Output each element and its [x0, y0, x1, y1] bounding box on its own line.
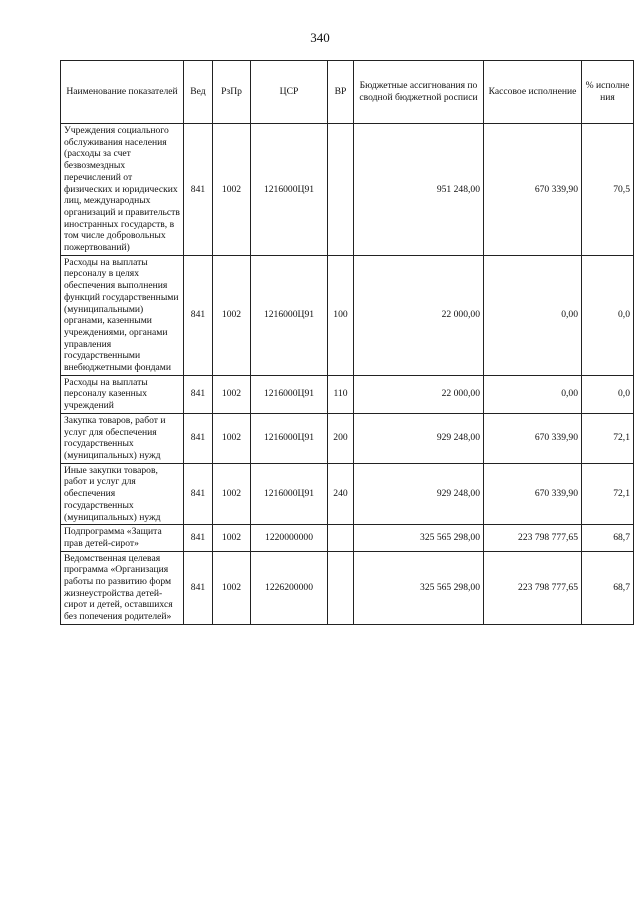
table-row [61, 463, 634, 525]
row-name: Подпрограмма «Защита прав детей-сирот» [61, 525, 184, 551]
row-percent: 68,7 [582, 551, 634, 624]
header-row [61, 61, 634, 124]
row-budget: 325 565 298,00 [354, 551, 484, 624]
row-budget: 325 565 298,00 [354, 525, 484, 551]
row-csr: 1216000Ц91 [251, 124, 328, 256]
row-vr: 200 [328, 413, 354, 463]
row-vr: 240 [328, 463, 354, 525]
row-percent: 0,0 [582, 375, 634, 413]
row-name: Иные закупки товаров, работ и услуг для обеспечения государственных (муниципальных) нужд [61, 463, 184, 525]
header-vr: ВР [328, 61, 354, 124]
row-csr: 1216000Ц91 [251, 375, 328, 413]
table-row [61, 375, 634, 413]
row-vr: 100 [328, 255, 354, 375]
row-percent: 0,0 [582, 255, 634, 375]
row-rzpr: 1002 [213, 124, 251, 256]
row-budget: 929 248,00 [354, 413, 484, 463]
row-budget: 929 248,00 [354, 463, 484, 525]
row-name: Ведомственная целевая программа «Организация работы по развитию форм жизнеустройства детей-сирот и детей, оставшихся без попечения родителей» [61, 551, 184, 624]
row-percent: 68,7 [582, 525, 634, 551]
row-cash: 670 339,90 [484, 463, 582, 525]
row-cash: 0,00 [484, 375, 582, 413]
row-name: Закупка товаров, работ и услуг для обеспечения государственных (муниципальных) нужд [61, 413, 184, 463]
row-rzpr: 1002 [213, 463, 251, 525]
row-ved: 841 [184, 463, 213, 525]
row-cash: 0,00 [484, 255, 582, 375]
row-percent: 72,1 [582, 463, 634, 525]
row-ved: 841 [184, 375, 213, 413]
row-cash: 670 339,90 [484, 413, 582, 463]
row-ved: 841 [184, 525, 213, 551]
header-csr: ЦСР [251, 61, 328, 124]
row-cash: 670 339,90 [484, 124, 582, 256]
table-row [61, 551, 634, 624]
row-csr: 1226200000 [251, 551, 328, 624]
row-ved: 841 [184, 255, 213, 375]
row-cash: 223 798 777,65 [484, 551, 582, 624]
row-rzpr: 1002 [213, 551, 251, 624]
table-row [61, 525, 634, 551]
row-ved: 841 [184, 124, 213, 256]
table-row [61, 124, 634, 256]
row-vr [328, 551, 354, 624]
header-rzpr: РзПр [213, 61, 251, 124]
row-rzpr: 1002 [213, 375, 251, 413]
header-name: Наименование показателей [61, 61, 184, 124]
row-rzpr: 1002 [213, 525, 251, 551]
row-name: Учреждения социального обслуживания населения (расходы за счет безвозмездных перечислений от физических и юридических лиц, международных организаций и правительств иностранных государств, в том числе добровольных пожертвований) [61, 124, 184, 256]
row-ved: 841 [184, 551, 213, 624]
row-vr: 110 [328, 375, 354, 413]
table-row [61, 413, 634, 463]
row-name: Расходы на выплаты персоналу в целях обеспечения выполнения функций государственными (муниципальными) органами, казенными учреждениями, органами управления государственными внебюджетными фондами [61, 255, 184, 375]
row-vr [328, 124, 354, 256]
header-ved: Вед [184, 61, 213, 124]
row-name: Расходы на выплаты персоналу казенных учреждений [61, 375, 184, 413]
header-percent: % исполне ния [582, 61, 634, 124]
row-csr: 1216000Ц91 [251, 413, 328, 463]
row-csr: 1220000000 [251, 525, 328, 551]
row-vr [328, 525, 354, 551]
row-ved: 841 [184, 413, 213, 463]
row-budget: 22 000,00 [354, 255, 484, 375]
row-budget: 951 248,00 [354, 124, 484, 256]
row-budget: 22 000,00 [354, 375, 484, 413]
header-budget: Бюджетные ассигнования по сводной бюджетной росписи [354, 61, 484, 124]
row-cash: 223 798 777,65 [484, 525, 582, 551]
row-csr: 1216000Ц91 [251, 463, 328, 525]
row-percent: 70,5 [582, 124, 634, 256]
budget-table [60, 60, 634, 625]
row-rzpr: 1002 [213, 413, 251, 463]
header-cash: Кассовое исполнение [484, 61, 582, 124]
row-csr: 1216000Ц91 [251, 255, 328, 375]
row-rzpr: 1002 [213, 255, 251, 375]
row-percent: 72,1 [582, 413, 634, 463]
page-number: 340 [310, 30, 330, 45]
table-row [61, 255, 634, 375]
